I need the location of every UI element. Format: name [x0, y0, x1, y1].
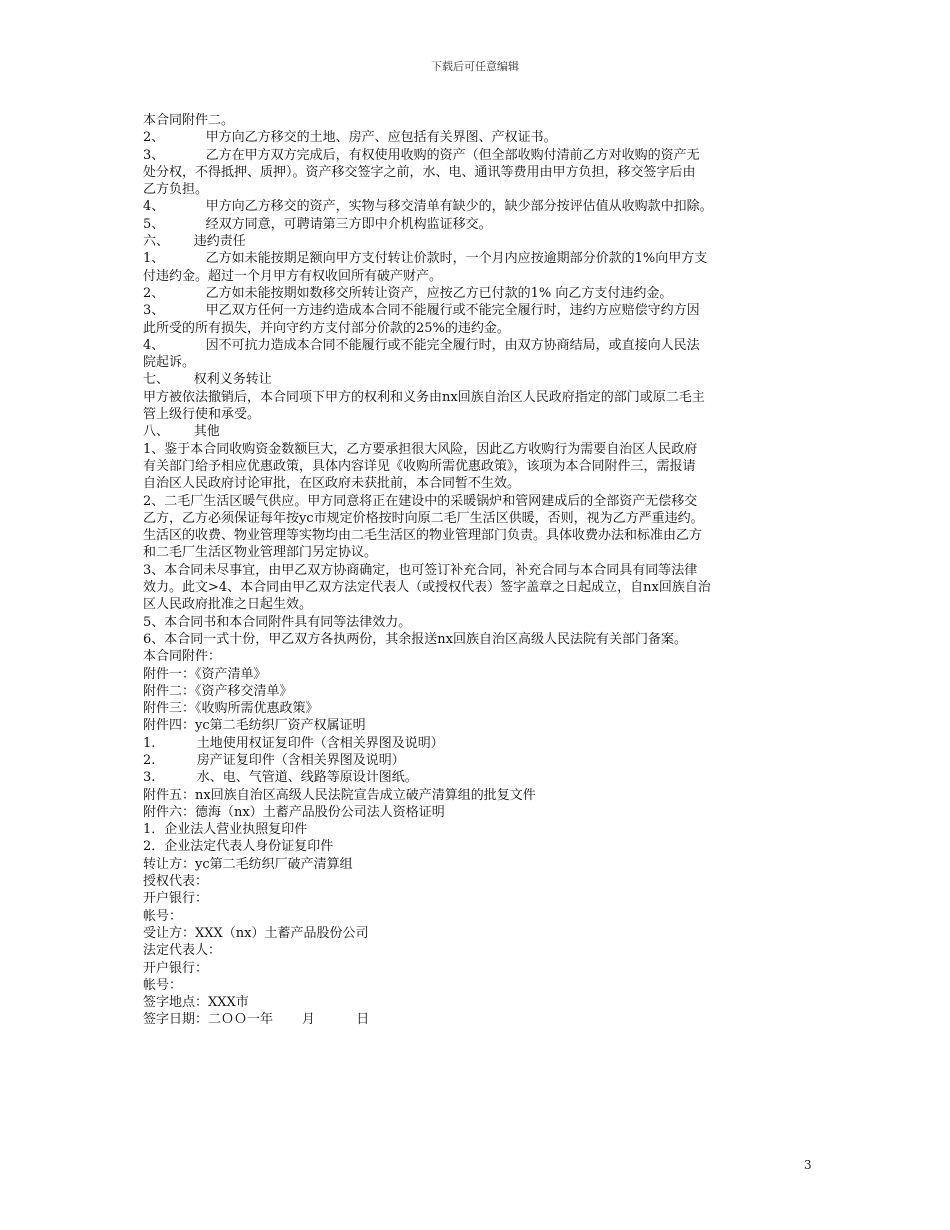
text-line: 2、 乙方如未能按期如数移交所转让资产，应按乙方已付款的1% 向乙方支付违约金。	[143, 285, 673, 301]
text-line: 有关部门给予相应优惠政策，具体内容详见《收购所需优惠政策》，该项为本合同附件三，需报请	[143, 458, 696, 474]
text-line: 4、 甲方向乙方移交的资产，实物与移交清单有缺少的，缺少部分按评估值从收购款中扣除。	[143, 199, 713, 215]
text-line: 1、鉴于本合同收购资金数额巨大，乙方要承担很大风险，因此乙方收购行为需要自治区人民政府	[143, 441, 698, 457]
text-line: 甲方被依法撤销后，本合同项下甲方的权利和义务由nx回族自治区人民政府指定的部门或原二毛主	[143, 389, 705, 405]
text-line: 1. 土地使用权证复印件（含相关界图及说明）	[143, 735, 444, 751]
text-line: 受让方：XXX（nx）土蓄产品股份公司	[143, 925, 369, 941]
text-line: 2、二毛厂生活区暖气供应。甲方同意将正在建设中的采暖锅炉和管网建成后的全部资产无偿移交	[143, 493, 698, 509]
text-line: 管上级行使和承受。	[143, 407, 261, 423]
text-line: 3、 甲乙双方任何一方违约造成本合同不能履行或不能完全履行时，违约方应赔偿守约方因	[143, 303, 700, 319]
text-line: 6、本合同一式十份，甲乙双方各执两份，其余报送nx回族自治区高级人民法院有关部门备案。	[143, 631, 687, 647]
text-line: 2、 甲方向乙方移交的土地、房产、应包括有关界图、产权证书。	[143, 130, 557, 146]
text-line: 效力。此文>4、本合同由甲乙双方法定代表人（或授权代表）签字盖章之日起成立，自nx回族自治	[143, 580, 711, 596]
text-line: 法定代表人：	[143, 943, 222, 959]
text-line: 附件一：《资产清单》	[143, 666, 267, 682]
text-line: 1．企业法人营业执照复印件	[143, 822, 308, 838]
text-line: 3、 乙方在甲方双方完成后，有权使用收购的资产（但全部收购付清前乙方对收购的资产无	[143, 147, 700, 163]
text-line: 2. 房产证复印件（含相关界图及说明）	[143, 752, 405, 768]
text-line: 附件六：德海（nx）土蓄产品股份公司法人资格证明	[143, 804, 445, 820]
text-line: 和二毛厂生活区物业管理部门另定协议。	[143, 545, 378, 561]
text-line: 生活区的收费、物业管理等实物均由二毛生活区的物业管理部门负责。具体收费办法和标准由乙方	[143, 528, 703, 544]
text-line: 5、 经双方同意，可聘请第三方即中介机构监证移交。	[143, 216, 492, 232]
text-line: 六、 违约责任	[143, 234, 246, 250]
text-line: 转让方：yc第二毛纺织厂破产清算组	[143, 856, 353, 872]
text-line: 本合同附件二。	[143, 113, 235, 128]
text-line: 3. 水、电、气管道、线路等原设计图纸。	[143, 770, 418, 786]
text-line: 附件三：《收购所需优惠政策》	[143, 701, 319, 717]
text-line: 签字地点：XXX市	[143, 995, 249, 1011]
page-header: 下载后可任意编辑	[431, 60, 519, 73]
text-line: 本合同附件：	[143, 649, 222, 665]
page-number: 3	[804, 1158, 812, 1172]
text-line: 附件四：yc第二毛纺织厂资产权属证明	[143, 718, 366, 734]
text-line: 自治区人民政府讨论审批，在区政府未获批前，本合同暂不生效。	[143, 476, 521, 492]
text-line: 附件五：nx回族自治区高级人民法院宣告成立破产清算组的批复文件	[143, 787, 536, 803]
text-line: 4、 因不可抗力造成本合同不能履行或不能完全履行时，由双方协商结局，或直接向人民法	[143, 337, 700, 353]
text-line: 院起诉。	[143, 355, 196, 371]
text-line: 帐号：	[143, 908, 183, 924]
text-line: 区人民政府批准之日起生效。	[143, 597, 313, 613]
text-line: 处分权，不得抵押、质押）。资产移交签字之前，水、电、通讯等费用由甲方负担，移交签字后由	[143, 164, 696, 180]
text-line: 乙方负担。	[143, 182, 209, 198]
text-line: 开户银行：	[143, 960, 209, 976]
text-line: 七、 权利义务转让	[143, 372, 272, 388]
text-line: 附件二：《资产移交清单》	[143, 683, 293, 699]
text-line: 八、 其他	[143, 424, 220, 440]
text-line: 付违约金。超过一个月甲方有权收回所有破产财产。	[143, 268, 443, 284]
text-line: 2．企业法定代表人身份证复印件	[143, 839, 334, 855]
text-line: 开户银行：	[143, 891, 209, 907]
text-line: 此所受的所有损失，并向守约方支付部分价款的25%的违约金。	[143, 320, 510, 336]
document-body	[143, 112, 815, 1029]
text-line: 帐号：	[143, 977, 183, 993]
text-line: 5、本合同书和本合同附件具有同等法律效力。	[143, 614, 412, 630]
text-line: 签字日期：二ＯＯ一年 月 日	[143, 1012, 370, 1028]
text-line: 授权代表：	[143, 874, 209, 890]
text-line: 1、 乙方如未能按期足额向甲方支付转让价款时，一个月内应按逾期部分价款的1%向甲方支	[143, 251, 708, 267]
text-line: 乙方，乙方必须保证每年按yc市规定价格按时向原二毛厂生活区供暖，否则，视为乙方严重违约。	[143, 510, 704, 526]
text-line: 3、本合同未尽事宜，由甲乙双方协商确定，也可签订补充合同，补充合同与本合同具有同等法律	[143, 562, 698, 578]
